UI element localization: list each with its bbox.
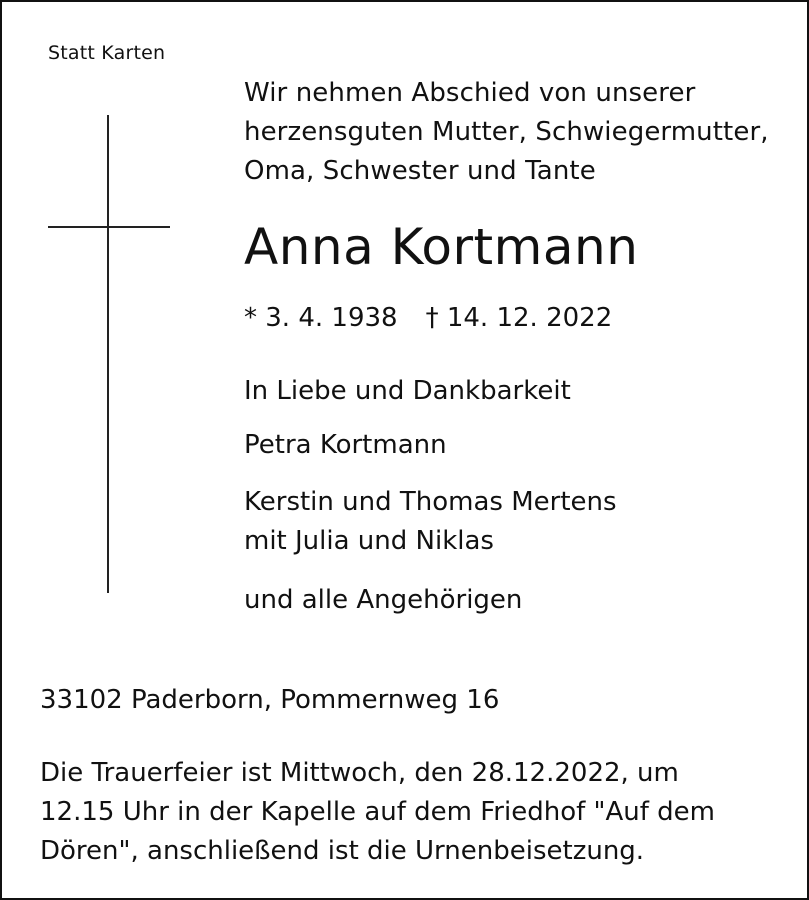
ceremony-info	[40, 754, 715, 871]
mourner-family-line: Kerstin und Thomas Mertens	[244, 487, 617, 517]
intro-line: herzensguten Mutter, Schwiegermutter,	[244, 117, 769, 147]
ceremony-line: 12.15 Uhr in der Kapelle auf dem Friedhof "Auf dem	[40, 797, 715, 827]
family-address: 33102 Paderborn, Pommernweg 16	[40, 685, 500, 715]
intro-line: Wir nehmen Abschied von unserer	[244, 78, 696, 108]
intro-text	[244, 74, 769, 191]
mourner-name: Petra Kortmann	[244, 430, 447, 460]
cross-icon-horizontal-bar	[48, 226, 170, 228]
cross-icon-vertical-bar	[107, 115, 109, 593]
birth-date: * 3. 4. 1938	[244, 303, 398, 333]
statt-karten-label: Statt Karten	[48, 42, 166, 64]
mourner-family	[244, 483, 617, 561]
deceased-name: Anna Kortmann	[244, 218, 639, 276]
mourners-relatives: und alle Angehörigen	[244, 585, 523, 615]
life-dates	[244, 300, 612, 336]
ceremony-line: Die Trauerfeier ist Mittwoch, den 28.12.2022, um	[40, 758, 679, 788]
mourners-intro: In Liebe und Dankbarkeit	[244, 376, 571, 406]
ceremony-line: Dören", anschließend ist die Urnenbeisetzung.	[40, 836, 645, 866]
mourner-family-line: mit Julia und Niklas	[244, 526, 494, 556]
intro-line: Oma, Schwester und Tante	[244, 156, 596, 186]
death-date: † 14. 12. 2022	[425, 303, 613, 333]
